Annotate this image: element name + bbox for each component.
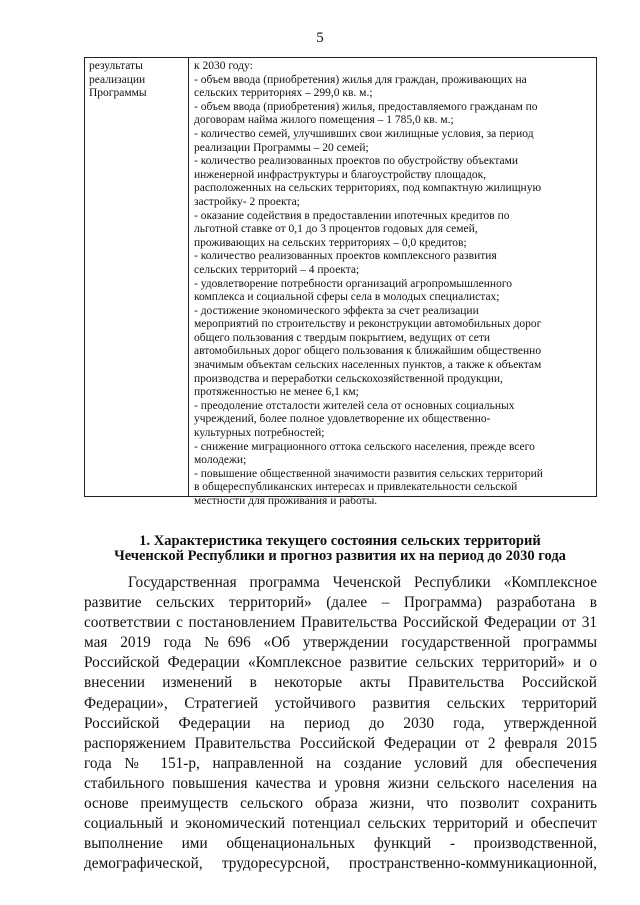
paragraph-line: года № 151-р, направленной на создание условий для обеспечения — [84, 754, 597, 772]
table-body-line: - снижение миграционного оттока сельского населения, прежде всего — [194, 440, 535, 453]
table-label-cell — [85, 58, 189, 496]
table-body-line: культурных потребностей; — [194, 427, 325, 440]
table-body-line: производства и переработки сельскохозяйственной продукции, — [194, 372, 503, 385]
results-table — [84, 57, 597, 507]
table-body-line: - количество реализованных проектов комплексного развития — [194, 250, 497, 263]
section-heading-line: 1. Характеристика текущего состояния сельских территорий — [139, 533, 541, 549]
paragraph-line: социальный и экономический потенциал сельских территорий и обеспечит — [84, 815, 597, 833]
table-body-line: расположенных на сельских территориях, под компактную жилищную — [194, 182, 542, 195]
table-body-line: автомобильных дорог общего пользования к ближайшим общественно — [194, 345, 542, 358]
table-body-line: проживающих на сельских территориях – 0,0 кредитов; — [194, 236, 467, 249]
table-body-line: мероприятий по строительству и реконструкции автомобильных дорог — [194, 318, 542, 331]
page-number: 5 — [316, 30, 324, 46]
table-body-line: - удовлетворение потребности организаций агропромышленного — [194, 277, 513, 290]
paragraph-line: развитие сельских территорий» (далее – Программа) разработана в — [84, 594, 597, 612]
table-body-line: комплекса и социальной сферы села в молодых специалистах; — [194, 291, 500, 304]
table-body-line: - достижение экономического эффекта за счет реализации — [194, 304, 479, 317]
table-body-line: учреждений, более полное удовлетворение их общественно- — [194, 413, 491, 426]
table-body-line: общего пользования с твердым покрытием, ведущих от сети — [194, 331, 491, 344]
paragraph-line: соответствии с постановлением Правительства Российской Федерации от 31 — [84, 614, 597, 632]
section-heading — [70, 534, 610, 564]
table-body-line: молодежи; — [194, 454, 247, 467]
paragraph-line: основе преимуществ сельского образа жизни, что позволит сохранить — [84, 795, 597, 813]
table-body-line: к 2030 году: — [194, 60, 253, 72]
table-body-line: в общереспубликанских интересах и привлекательности сельской — [194, 481, 518, 494]
table-label-line: результаты — [89, 60, 143, 72]
table-body-line: местности для проживания и работы. — [194, 495, 378, 507]
table-body-line: протяженностью не менее 6,1 км; — [194, 386, 359, 399]
paragraph-line: мая 2019 года №696 «Об утверждении государственной программы — [84, 634, 597, 652]
table-body-line: инженерной инфраструктуры и благоустройству площадок, — [194, 168, 487, 181]
table-body-line: льготной ставке от 0,1 до 3 процентов годовых для семей, — [194, 223, 478, 236]
table-body-line: сельских территориях – 299,0 кв. м.; — [194, 87, 373, 100]
table-body-line: значимым объектам сельских населенных пунктов, а также к объектам — [194, 359, 542, 372]
table-body-line: договорам найма жилого помещения – 1 785,0 кв. м.; — [194, 114, 454, 127]
paragraph-line: внесении изменений в некоторые акты Правительства Российской — [84, 674, 597, 692]
paragraph-line: Российской Федерации на период до 2030 года, утвержденной — [84, 714, 597, 732]
paragraph-line: стабильного повышения качества и уровня жизни сельского населения на — [84, 774, 597, 792]
table-label-line: Программы — [89, 87, 147, 100]
table-body-line: - оказание содействия в предоставлении ипотечных кредитов по — [194, 209, 510, 222]
body-paragraph — [84, 573, 597, 874]
table-body-line: - объем ввода (приобретения) жилья для граждан, проживающих на — [194, 73, 527, 86]
table-body-line: - объем ввода (приобретения) жилья, предоставляемого гражданам по — [194, 100, 538, 113]
table-body-line: застройку- 2 проекта; — [194, 195, 300, 208]
paragraph-line: выполнение ими общенациональных функций - производственной, — [84, 835, 597, 853]
paragraph-line: Российской Федерации «Комплексное развитие сельских территорий» и о — [84, 654, 597, 672]
table-label-line: реализации — [89, 73, 146, 86]
table-body-line: - количество семей, улучшивших свои жилищные условия, за период — [194, 127, 534, 140]
paragraph-line: распоряжением Правительства Российской Федерации от 2 февраля 2015 — [84, 734, 597, 752]
paragraph-line: демографической, трудоресурсной, пространственно-коммуникационной, — [84, 855, 597, 873]
paragraph-line: Федерации», Стратегией устойчивого развития сельских территорий — [84, 694, 597, 712]
paragraph-line: Государственная программа Чеченской Республики «Комплексное — [128, 574, 597, 591]
table-body-line: - повышение общественной значимости развития сельских территорий — [194, 467, 543, 480]
table-body-line: - преодоление отсталости жителей села от основных социальных — [194, 399, 515, 412]
table-body-line: сельских территорий – 4 проекта; — [194, 263, 360, 276]
table-body-cell — [189, 58, 596, 507]
table-body-line: - количество реализованных проектов по обустройству объектами — [194, 155, 519, 168]
section-heading-line: Чеченской Республики и прогноз развития их на период до 2030 года — [114, 548, 566, 564]
table-body-line: реализации Программы – 20 семей; — [194, 141, 369, 154]
